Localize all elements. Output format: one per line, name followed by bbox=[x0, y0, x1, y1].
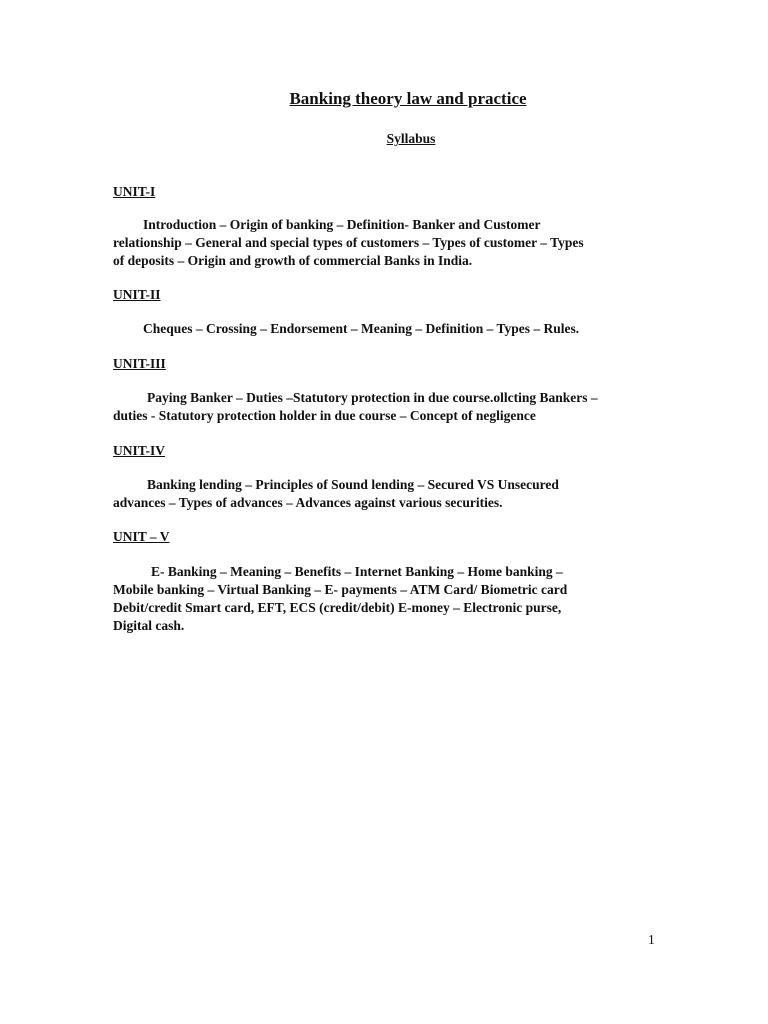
unit-2-heading: UNIT-II bbox=[113, 287, 161, 302]
unit-1-line-2: relationship – General and special types of customers – Types of customer – Types bbox=[113, 235, 584, 250]
unit-4-body bbox=[113, 476, 658, 512]
unit-5-heading: UNIT – V bbox=[113, 529, 170, 544]
unit-1-body bbox=[113, 216, 658, 270]
unit-5-line-2: Mobile banking – Virtual Banking – E- payments – ATM Card/ Biometric card bbox=[113, 582, 568, 597]
unit-3-line-1: Paying Banker – Duties –Statutory protection in due course.ollcting Bankers – bbox=[147, 390, 598, 405]
unit-2-line-1: Cheques – Crossing – Endorsement – Meaning – Definition – Types – Rules. bbox=[143, 321, 580, 336]
unit-1-heading: UNIT-I bbox=[113, 184, 156, 199]
document-title: Banking theory law and practice bbox=[289, 89, 527, 108]
unit-3-line-2: duties - Statutory protection holder in due course – Concept of negligence bbox=[113, 408, 536, 423]
unit-3-body bbox=[113, 389, 658, 425]
unit-5-line-4: Digital cash. bbox=[113, 618, 185, 633]
unit-5-line-3: Debit/credit Smart card, EFT, ECS (credit/debit) E-money – Electronic purse, bbox=[113, 600, 562, 615]
unit-5-body bbox=[113, 563, 658, 635]
unit-4-line-2: advances – Types of advances – Advances against various securities. bbox=[113, 495, 503, 510]
unit-1-line-1: Introduction – Origin of banking – Definition- Banker and Customer bbox=[143, 217, 541, 232]
unit-1-line-3: of deposits – Origin and growth of commercial Banks in India. bbox=[113, 253, 473, 268]
unit-2-body bbox=[113, 320, 658, 338]
unit-3-heading: UNIT-III bbox=[113, 356, 166, 371]
unit-5-line-1: E- Banking – Meaning – Benefits – Internet Banking – Home banking – bbox=[151, 564, 563, 579]
document-subtitle: Syllabus bbox=[386, 131, 436, 146]
unit-4-line-1: Banking lending – Principles of Sound lending – Secured VS Unsecured bbox=[147, 477, 559, 492]
unit-4-heading: UNIT-IV bbox=[113, 443, 166, 458]
page-number: 1 bbox=[648, 932, 655, 947]
